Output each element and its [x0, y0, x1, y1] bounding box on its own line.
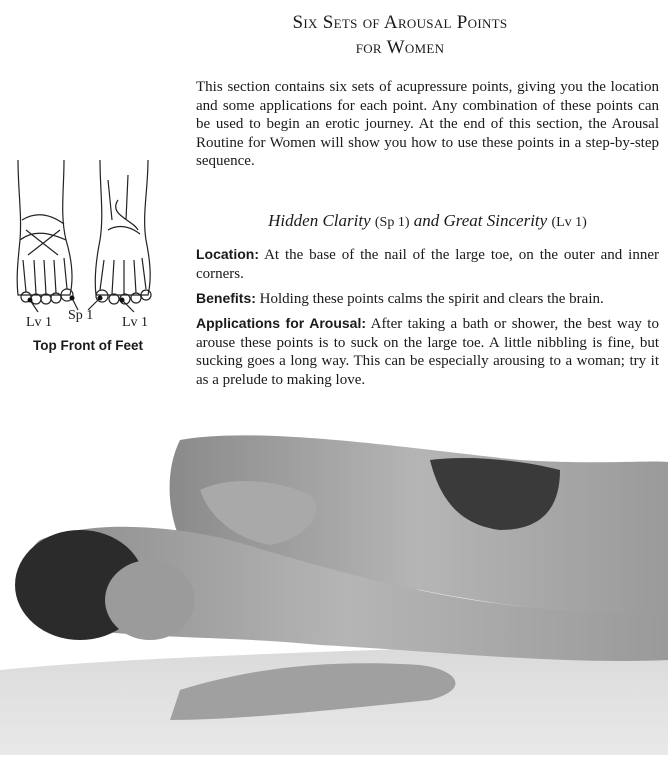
label-lv1-right: Lv 1 [122, 315, 149, 330]
photo-image [0, 420, 668, 755]
benefits-paragraph [196, 289, 659, 309]
location-text: At the base of the nail of the large toe, on the outer and inner corners. [196, 247, 659, 282]
point-abbr-2: (Lv 1) [551, 215, 587, 230]
feet-diagram [8, 160, 168, 360]
label-lv1-left: Lv 1 [26, 315, 53, 330]
title-line-2: for Women [355, 37, 445, 58]
photo-illustration [0, 420, 668, 755]
figure-caption: Top Front of Feet [33, 338, 143, 353]
title-line-1: Six Sets of Arousal Points [292, 12, 508, 33]
point-name-1: Hidden Clarity [268, 211, 371, 230]
location-paragraph [196, 245, 659, 283]
point-abbr-1: (Sp 1) [374, 215, 410, 230]
applications-paragraph [196, 314, 659, 389]
page-title [250, 10, 550, 60]
location-label: Location: [196, 246, 259, 262]
label-sp1: Sp 1 [68, 308, 94, 323]
applications-label: Applications for Arousal: [196, 315, 367, 331]
benefits-text: Holding these points calms the spirit and clears the brain. [259, 291, 604, 307]
point-connector: and Great Sincerity [413, 211, 548, 230]
section-heading [196, 211, 659, 231]
feet-illustration [8, 160, 168, 330]
applications-text: After taking a bath or shower, the best way to arouse these points is to suck on the large toe. A little nibbling is fine, but sucking goes a long way. This can be especially arousing to a woman; try it as a prelude to making love. [196, 316, 659, 388]
intro-paragraph: This section contains six sets of acupressure points, giving you the location and some applications for each point. Any combination of these points can be used to begin an erotic journey. At the end of this section, the Arousal Routine for Women will show you how to use these points in a step-by-step sequence. [196, 79, 659, 169]
benefits-label: Benefits: [196, 290, 256, 306]
